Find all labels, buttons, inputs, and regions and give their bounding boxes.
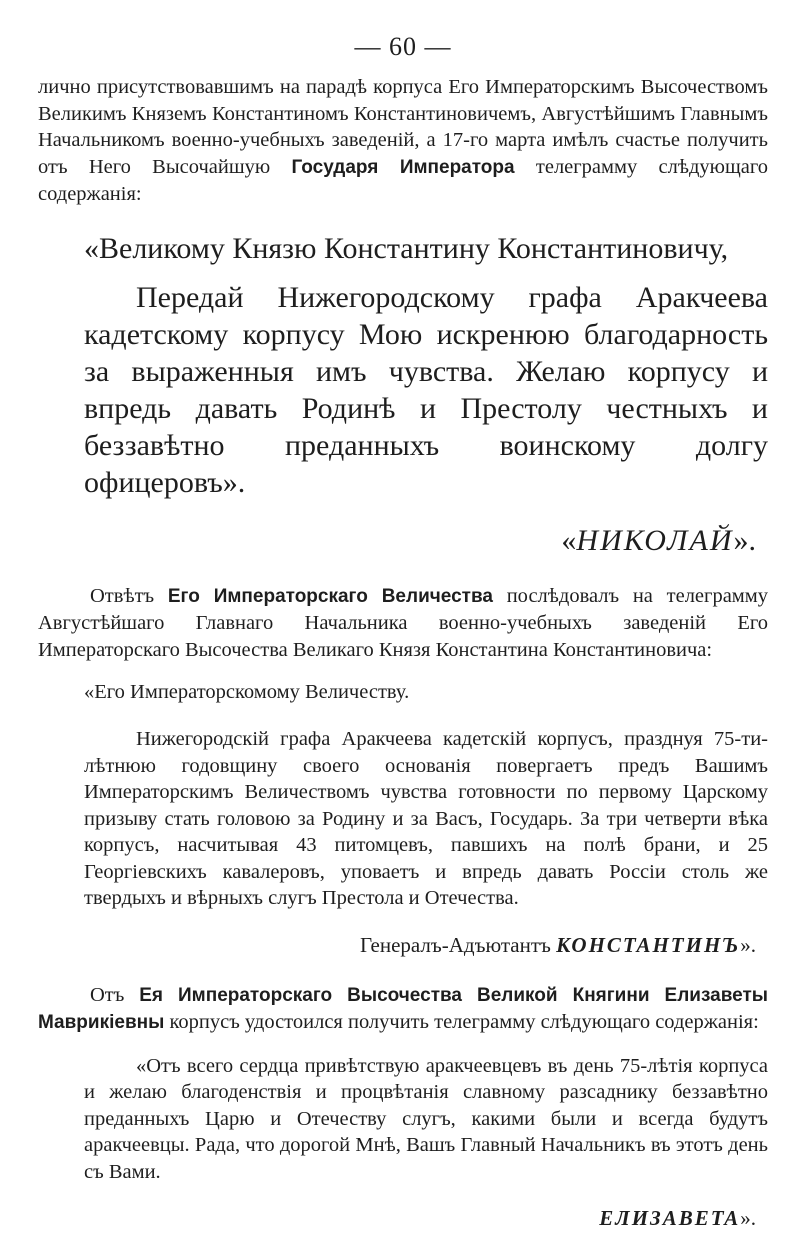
intro-text-1: лично присутствовавшимъ на парадѣ корпуса Его Императорскимъ Высочествомъ Великимъ Княземъ Константиномъ Константиновичемъ, Августѣйшимъ Главнымъ Начальникомъ военно-учебныхъ заведенiй, а 17-го марта имѣлъ счастье получить отъ Него Высочайшую xyxy=(38,76,768,178)
document-page xyxy=(38,30,768,1233)
reply-intro-bold: Его Императорскаго Величества xyxy=(167,585,493,607)
telegram1-signature xyxy=(38,521,768,561)
empress-telegram-body: «Отъ всего сердца привѣтствую аракчеевцевъ въ день 75-лѣтiя корпуса и желаю благоденствiя и процвѣтанiя славному разсаднику беззавѣтно преданныхъ Царю и Отечеству слугъ, какими были и всегда будутъ аракчеевцы. Рада, что дорогой Мнѣ, Вашъ Главный Начальникъ въ этотъ день съ Вами. xyxy=(84,1054,768,1183)
empress-intro-paragraph xyxy=(38,982,768,1037)
reply-signature-title: Генералъ-Адъютантъ xyxy=(360,932,557,957)
telegram1-signature-close: ». xyxy=(733,523,756,557)
page-number: — 60 — xyxy=(354,32,452,61)
reply-body: Нижегородскiй графа Аракчеева кадетскiй корпусъ, празднуя 75-ти-лѣтнюю годовщину своего основанiя повергаетъ предъ Вашимъ Императорскимъ Величествомъ чувства готовности по первому Царскому призыву стать головою за Родину и за Васъ, Государь. За три четверти вѣка корпусъ, насчитывая 43 питомцевъ, павшихъ на полѣ брани, и 25 Георгiевскихъ кавалеровъ, уповаетъ и впредь давать Россiи столь же твердыхъ и вѣрныхъ слугъ Престола и Отечества. xyxy=(84,728,768,909)
reply-intro-paragraph xyxy=(38,583,768,664)
empress-signature-name: ЕЛИЗАВЕТА xyxy=(599,1206,741,1230)
reply-address: «Его Императорскомому Величеству. xyxy=(84,681,410,703)
telegram1-signature-open: « xyxy=(561,523,577,557)
empress-intro-bold: Ея Императорскаго Высочества Великой Княгини Елизаветы Маврикiевны xyxy=(38,984,768,1033)
telegram1-address: «Великому Князю Константину Константиновичу, xyxy=(84,231,729,265)
reply-intro-text-1: Отвѣтъ xyxy=(90,584,168,607)
reply-signature xyxy=(38,930,768,960)
reply-intro-text-2: послѣдовалъ на телеграмму Августѣйшаго Главнаго Начальника военно-учебныхъ заведенiй Его Императорскаго Высочества Великаго Князя Константина Константиновича: xyxy=(38,584,768,661)
reply-signature-name: КОНСТАНТИНЪ xyxy=(556,932,741,957)
intro-text-2: телеграмму слѣдующаго содержанiя: xyxy=(38,155,769,205)
empress-signature xyxy=(38,1203,768,1233)
telegram1-body: Передай Нижегородскому графа Аракчеева кадетскому корпусу Мою искренюю благодарность за выраженныя имъ чувства. Желаю корпусу и впредь давать Родинѣ и Престолу честныхъ и беззавѣтно преданныхъ воинскому долгу офицеровъ». xyxy=(84,280,768,499)
empress-intro-text-1: Отъ xyxy=(90,983,140,1006)
intro-paragraph xyxy=(38,74,768,208)
empress-signature-close: ». xyxy=(740,1206,756,1230)
empress-intro-text-2: корпусъ удостоился получить телеграмму слѣдующаго содержанiя: xyxy=(164,1011,759,1033)
intro-bold-emperor: Государя Императора xyxy=(291,156,515,178)
reply-signature-close: ». xyxy=(740,932,756,957)
telegram1-signature-name: НИКОЛАЙ xyxy=(576,523,734,557)
